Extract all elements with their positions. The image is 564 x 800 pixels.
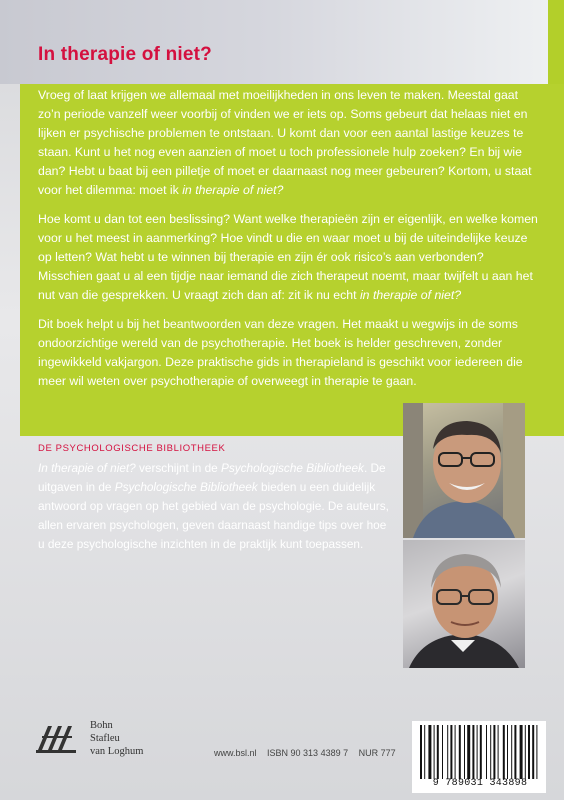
author-portrait-2-icon — [403, 540, 525, 668]
isbn-number: ISBN 90 313 4389 7 — [267, 748, 349, 758]
series-paragraph: In therapie of niet? verschijnt in de Psychologische Bibliotheek. De uitgaven in de Psychologische Bibliotheek bieden u een duidelijk antwoord op vragen op het gebied van de psychologie. De auteurs, allen ervaren psychologen, geven daarnaast handige tips over hoe u deze psychologische inzichten in de praktijk kunt toepassen. — [38, 461, 389, 551]
author-portrait-1-icon — [403, 403, 525, 538]
author-photo-2 — [403, 540, 525, 668]
blurb-paragraph-3: Dit boek helpt u bij het beantwoorden van deze vragen. Het maakt u wegwijs in de soms ondoorzichtige wereld van de psychotherapie. Het boek is helder geschreven, zonder ingewikkeld vakjargon. Deze praktische gids in therapieland is geschikt voor iedereen die meer wil weten over psychotherapie of overweegt in therapie te gaan. — [38, 317, 523, 388]
blurb-paragraph-1: Vroeg of laat krijgen we allemaal met moeilijkheden in ons leven te maken. Meestal gaat zo’n periode vanzelf weer voorbij of vinden we er iets op. Soms gebeurt dat helaas niet en lijken er psychische problemen te ontstaan. U komt dan voor een aantal lastige keuzes te staan. Kunt u het nog even aanzien of moet u toch professionele hulp zoeken? En bij wie dan? Hebt u baat bij een pilletje of moet er daarnaast nog meer gebeuren? Kortom, u staat voor het dilemma: moet ik in therapie of niet? — [38, 88, 532, 197]
publication-info — [214, 748, 404, 758]
blurb-italic: in therapie of niet? — [182, 183, 284, 197]
series-heading: DE PSYCHOLOGISCHE BIBLIOTHEEK — [38, 443, 226, 454]
publisher-name: Bohn Stafleu van Loghum — [90, 720, 144, 757]
header-band — [0, 0, 548, 84]
bsl-logo-icon — [34, 720, 80, 756]
blurb-paragraph-2: Hoe komt u dan tot een beslissing? Want welke therapieën zijn er eigenlijk, en welke komen voor u het meest in aanmerking? Hoe vindt u die en waar moet u bij de uiteindelijke keuze op letten? Wat hebt u te winnen bij therapie en zijn ér ook risico’s aan verbonden? Misschien gaat u al een tijdje naar iemand die zich therapeut noemt, maar twijfelt u aan het nut van die gesprekken. U vraagt zich dan af: zit ik nu echt in therapie of niet? — [38, 212, 538, 302]
series-description — [38, 459, 396, 554]
publisher-website: www.bsl.nl — [214, 748, 257, 758]
blurb-italic: in therapie of niet? — [359, 288, 462, 302]
blurb-text — [38, 86, 538, 401]
book-title: In therapie of niet? — [38, 44, 212, 65]
barcode — [412, 721, 546, 793]
author-photo-1 — [403, 403, 525, 538]
nur-code: NUR 777 — [358, 748, 396, 758]
publisher-logo — [34, 720, 80, 756]
barcode-bars-icon — [420, 725, 540, 779]
barcode-digits: 9 789031 343898 — [432, 778, 528, 789]
